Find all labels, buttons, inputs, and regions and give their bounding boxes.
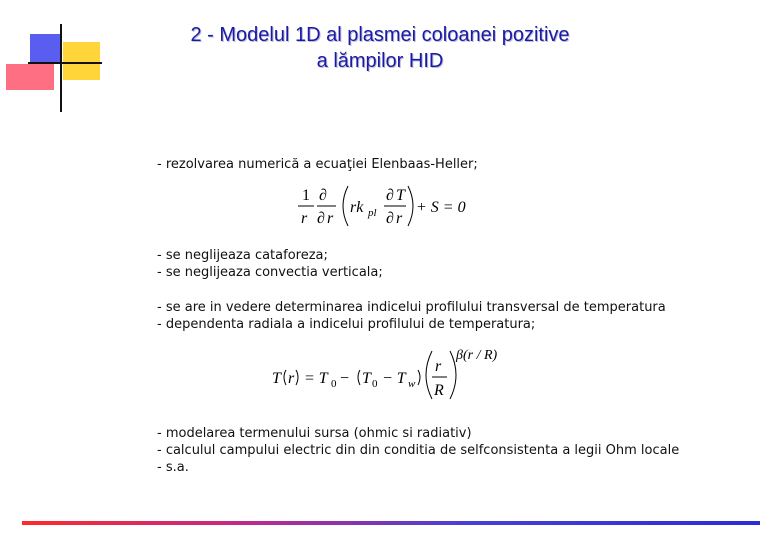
eq1-rk: rk <box>350 199 364 216</box>
eq2-paren-right <box>296 370 298 385</box>
eq1-dT: T <box>396 187 405 204</box>
slide-title-line1: 2 - Modelul 1D al plasmei coloanei pozitive <box>190 24 570 46</box>
eq2-paren2-left <box>358 370 360 385</box>
bullet-line: - calculul campului electric din din conditia de selfconsistenta a legii Ohm locale <box>157 443 680 458</box>
bottom-gradient-bar <box>22 521 760 525</box>
eq1-partial-r: r <box>327 210 334 227</box>
equation-temperature-profile <box>270 345 520 405</box>
eq2-paren2-right <box>418 370 420 385</box>
eq1-subscript-pl: pl <box>368 207 377 219</box>
eq2-r: r <box>288 370 295 387</box>
eq2-T: T <box>272 370 281 387</box>
eq2-sub-w: w <box>408 378 416 390</box>
bullet-line: - se neglijeaza convectia verticala; <box>157 265 383 280</box>
eq2-frac-R: R <box>434 382 444 399</box>
decor-vertical-line <box>60 24 62 112</box>
eq2-sub-0b: 0 <box>372 378 378 390</box>
eq1-paren-right <box>408 186 413 226</box>
equation-elenbaas-heller <box>296 180 486 238</box>
eq2-sub-0: 0 <box>331 378 337 390</box>
bullet-line: - s.a. <box>157 460 189 475</box>
decor-red-square <box>6 64 54 90</box>
eq1-dT-partial: ∂ <box>386 187 394 204</box>
bullet-line: - se neglijeaza cataforeza; <box>157 248 328 263</box>
eq2-T0: T <box>362 370 371 387</box>
decor-horizontal-line <box>28 62 102 64</box>
bullet-line: - modelarea termenului sursa (ohmic si radiativ) <box>157 426 472 441</box>
eq2-eq-T0: = T <box>304 370 328 387</box>
eq2-minus: − <box>340 370 350 387</box>
eq2-exponent: β(r / R) <box>456 348 498 363</box>
eq2-bigparen-left <box>426 351 432 399</box>
eq1-paren-left <box>343 186 348 226</box>
slide-title <box>120 22 640 74</box>
eq1-r: r <box>301 210 308 227</box>
bullet-line: - rezolvarea numerică a ecuaţiei Elenbaas-Heller; <box>157 157 478 172</box>
eq2-minus-Tw: − T <box>382 370 406 387</box>
eq2-frac-r: r <box>435 358 442 375</box>
eq1-tail: + S = 0 <box>416 199 466 216</box>
decor-blue-square <box>30 34 60 62</box>
bullet-line: - se are in vedere determinarea indicelui profilului transversal de temperatura <box>157 300 666 315</box>
eq1-dr-partial: ∂ <box>386 210 394 227</box>
eq1-partial-bottom: ∂ <box>317 210 325 227</box>
bullet-line: - dependenta radiala a indicelui profilului de temperatura; <box>157 317 536 332</box>
slide-title-line2: a lămpilor HID <box>316 50 444 72</box>
eq2-paren-left <box>284 370 286 385</box>
eq1-one: 1 <box>302 187 310 204</box>
eq1-dr: r <box>396 210 403 227</box>
decor-yellow-square <box>63 42 100 80</box>
eq1-partial-top: ∂ <box>319 187 327 204</box>
